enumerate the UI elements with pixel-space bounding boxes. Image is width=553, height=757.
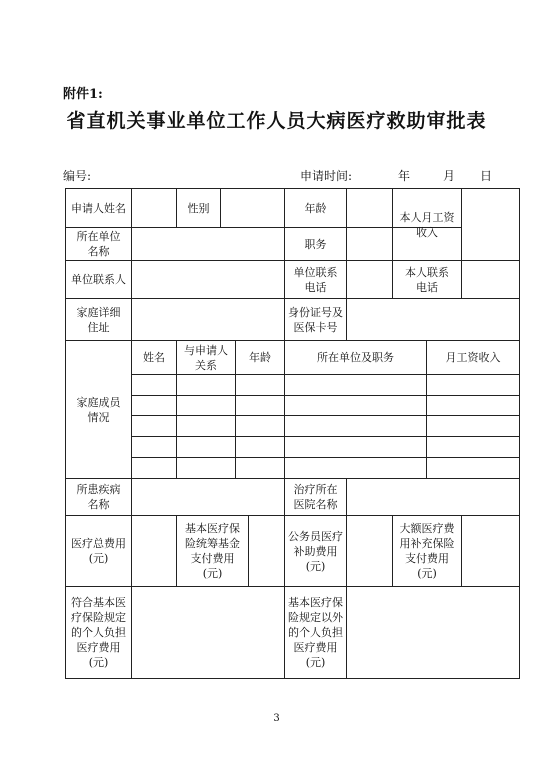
applicant-name-label: 申请人姓名	[71, 201, 126, 215]
large-supplement-label: 大额医疗费 用补充保险 支付费用 (元)	[399, 522, 455, 580]
large-supplement-field[interactable]	[462, 516, 519, 586]
page-number: 3	[273, 713, 280, 724]
out-scope-field[interactable]	[347, 587, 519, 678]
basic-fund-label: 基本医疗保 险统筹基金 支付费用 (元)	[185, 522, 240, 580]
total-cost-field[interactable]	[132, 516, 176, 586]
civil-subsidy-label: 公务员医疗 补助费用 (元)	[288, 529, 343, 573]
serial-number-label: 编号:	[63, 169, 92, 183]
basic-fund-field[interactable]	[249, 516, 284, 586]
fm-name-header: 姓名	[143, 351, 165, 364]
monthly-income-label: 本人月工资 收入	[399, 210, 455, 239]
month-label: 月	[443, 169, 456, 183]
fm-unit-position-header: 所在单位及职务	[317, 351, 394, 364]
day-label: 日	[480, 169, 493, 183]
id-card-label: 身份证号及 医保卡号	[288, 305, 343, 334]
age-field[interactable]	[347, 189, 392, 227]
gender-field[interactable]	[221, 189, 284, 227]
form-title: 省直机关事业单位工作人员大病医疗救助审批表	[66, 110, 487, 132]
home-address-field[interactable]	[132, 299, 284, 340]
in-scope-field[interactable]	[132, 587, 284, 678]
annex-label: 附件1:	[63, 87, 103, 102]
position-label: 职务	[304, 237, 327, 251]
gender-label: 性别	[187, 201, 210, 215]
fm-relation-header: 与申请人 关系	[184, 343, 228, 372]
unit-phone-label: 单位联系 电话	[293, 265, 338, 294]
hospital-label: 治疗所在 医院名称	[293, 483, 338, 511]
total-cost-label: 医疗总费用 (元)	[71, 537, 126, 565]
unit-contact-field[interactable]	[132, 261, 284, 298]
disease-field[interactable]	[132, 479, 284, 515]
personal-phone-field[interactable]	[462, 261, 519, 298]
civil-subsidy-field[interactable]	[347, 516, 392, 586]
id-card-field[interactable]	[347, 299, 519, 340]
disease-label: 所患疾病 名称	[76, 483, 121, 511]
fm-age-header: 年龄	[249, 351, 271, 364]
work-unit-field[interactable]	[132, 228, 284, 260]
unit-contact-label: 单位联系人	[71, 273, 126, 286]
age-label: 年龄	[304, 201, 327, 215]
home-address-label: 家庭详细 住址	[76, 305, 121, 334]
fm-income-header: 月工资收入	[445, 351, 501, 364]
unit-phone-field[interactable]	[347, 261, 392, 298]
in-scope-label: 符合基本医 疗保险规定 的个人负担 医疗费用 (元)	[71, 596, 126, 669]
apply-time-label: 申请时间:	[300, 169, 353, 183]
work-unit-label: 所在单位 名称	[76, 230, 121, 258]
monthly-income-field[interactable]	[462, 189, 519, 260]
hospital-field[interactable]	[347, 479, 519, 515]
position-field[interactable]	[347, 228, 392, 260]
year-label: 年	[398, 169, 411, 183]
family-members-label: 家庭成员 情况	[76, 395, 121, 424]
applicant-name-field[interactable]	[132, 189, 176, 227]
personal-phone-label: 本人联系 电话	[405, 265, 449, 294]
out-scope-label: 基本医疗保 险规定以外 的个人负担 医疗费用 (元)	[288, 596, 343, 669]
